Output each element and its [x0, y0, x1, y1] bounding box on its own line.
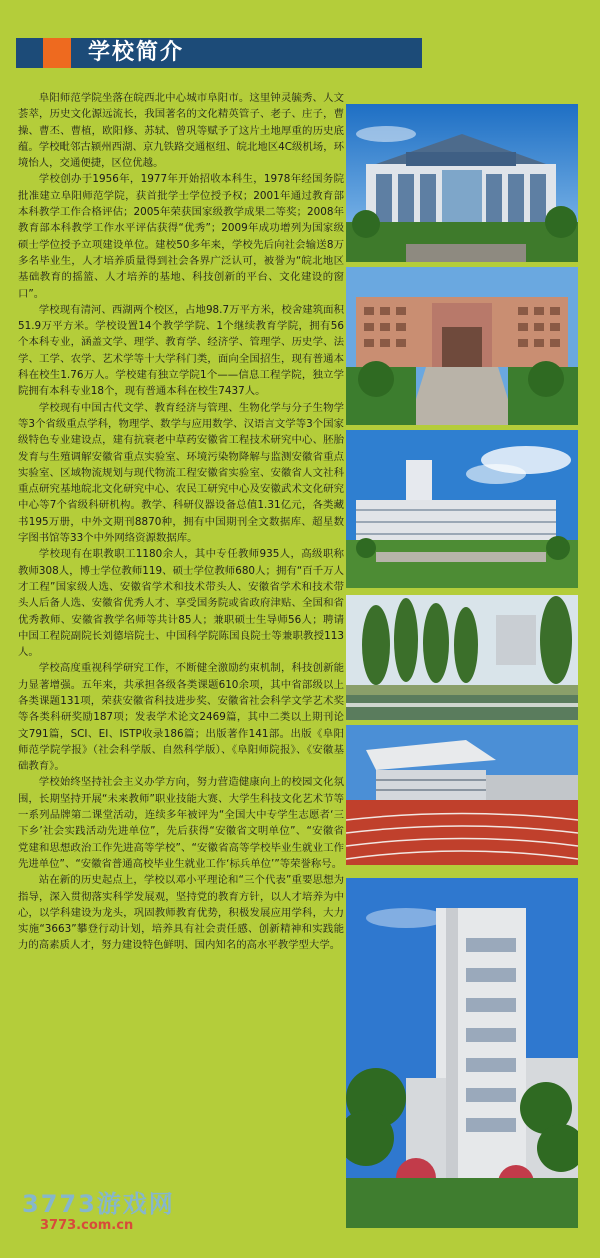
paragraph-history: 学校创办于1956年，1977年开始招收本科生，1978年经国务院批准建立阜阳师范学院，获首批学士学位授予权；2001年通过教育部本科教学工作合格评估；2005年荣获国家级教学成果二等奖；2008年教育部本科教学工作水平评估获得“优秀”；2009年成功增列为国家级硕士学位授予立项建设单位。建校50多年来，学校先后向社会输送8万多名毕业生，人才培养质量得到社会各界广泛认可，被誉为“皖北地区基础教育的摇篮、人才培养的基地、科技创新的平台、文化建设的窗口”。	[18, 173, 344, 300]
paragraph-disciplines: 学校现有中国古代文学、教育经济与管理、生物化学与分子生物学等3个省级重点学科，物理学、数学与应用数学、汉语言文学等3个国家级特色专业建设点，建有抗衰老中草药安徽省工程技术研究中心、胚胎发育与生殖调解安徽省重点实验室、环境污染物降解与监测安徽省重点实验室、区域物流规划与现代物流工程安徽省实验室、安徽省人文社科重点研究基地皖北文化研究中心、农民工研究中心及安徽武术文化研究中心等7个省级科研机构。教学、科研仪器设备总值1.31亿元，各类藏书195万册，中外文期刊8870种，拥有中国期刊全文数据库、超星数字图书馆等33个中外网络资源数据库。	[18, 401, 344, 545]
photo-library-building	[346, 104, 578, 262]
paragraph-research: 学校高度重视科学研究工作，不断健全激励约束机制，科技创新能力显著增强。五年来，共承担各级各类课题610余项，其中省部级以上各类课题131项，荣获安徽省科技进步奖、安徽省社会科学文学艺术奖等各类科研奖励187项；发表学术论文2469篇，其中二类以上期刊论文791篇，SCI、EI、ISTP收录186篇；出版著作141部。出版《阜阳师范学院学报》（社会科学版、自然科学版）、《阜阳师院报》、《安徽基础教育》。	[18, 662, 344, 773]
photo-main-teaching-building	[346, 267, 578, 425]
photo-stadium-track	[346, 725, 578, 865]
photo-calligraphy-tower	[346, 878, 578, 1228]
header-accent-block	[43, 38, 71, 68]
paragraph-future: 站在新的历史起点上，学校以邓小平理论和“三个代表”重要思想为指导，深入贯彻落实科学发展观，坚持党的教育方针，以人才培养为中心，以学科建设为龙头，巩固教师教育优势，积极发展应用学科，大力实施“3663”攀登行动计划，培养具有社会责任感、创新精神和实践能力的高素质人才，努力建设特色鲜明、国内知名的高水平教学型大学。	[18, 874, 344, 952]
paragraph-culture: 学校始终坚持社会主义办学方向，努力营造健康向上的校园文化氛围，长期坚持开展“未来教师”职业技能大赛、大学生科技文化艺术节等一系列品牌第二课堂活动，连续多年被评为“全国大中专学生志愿者‘三下乡’社会实践活动先进单位”，先后获得“安徽省文明单位”、“安徽省党建和思想政治工作先进高等学校”、“安徽省高等学校毕业生就业工作先进单位”、“安徽省普通高校毕业生就业工作‘标兵单位’”等荣誉称号。	[18, 776, 344, 870]
watermark-logo: 3773游戏网	[22, 1190, 175, 1218]
photo-tower-teaching-complex	[346, 430, 578, 588]
paragraph-faculty: 学校现有在职教职工1180余人，其中专任教师935人，高级职称教师308人，博士学位教师119、硕士学位教师680人；拥有“百千万人才工程”国家级人选、安徽省学术和技术带头人、安徽省学术和技术带头人后备人选、安徽省优秀人才、享受国务院或省政府津贴、全国和省优秀教师、安徽省教学名师等共计85人；兼职硕士生导师56人；聘请中国工程院副院长刘德培院士、中国科学院陈国良院士等兼职教授113人。	[18, 548, 344, 659]
watermark-url: 3773.com.cn	[40, 1218, 134, 1233]
paragraph-location: 阜阳师范学院坐落在皖西北中心城市阜阳市。这里钟灵毓秀、人文荟萃，历史文化源远流长，我国著名的文化精英管子、老子、庄子，曹操、曹丕、曹植，欧阳修、苏轼、曾巩等赋予了这片土地厚重的历史底蕴。学校毗邻古颍州西湖、京九铁路交通枢纽、皖北地区4C级机场，环境怡人，交通便捷，区位优越。	[18, 92, 344, 170]
section-title: 学校简介	[88, 40, 185, 65]
site-watermark	[22, 1190, 222, 1250]
photo-tree-lined-river	[346, 595, 578, 720]
section-header	[16, 38, 422, 68]
paragraph-campus: 学校现有清河、西湖两个校区，占地98.7万平方米，校舍建筑面积51.9万平方米。学校设置14个教学学院、1个继续教育学院，拥有56个本科专业，涵盖文学、理学、教育学、经济学、管理学、历史学、法学、工学、农学、艺术学等十大学科门类，面向全国招生，现有普通本科在校生1.76万人。学校建有独立学院1个——信息工程学院，独立学院拥有本科专业18个，现有普通本科在校生7437人。	[18, 303, 344, 398]
profile-text	[18, 90, 344, 954]
